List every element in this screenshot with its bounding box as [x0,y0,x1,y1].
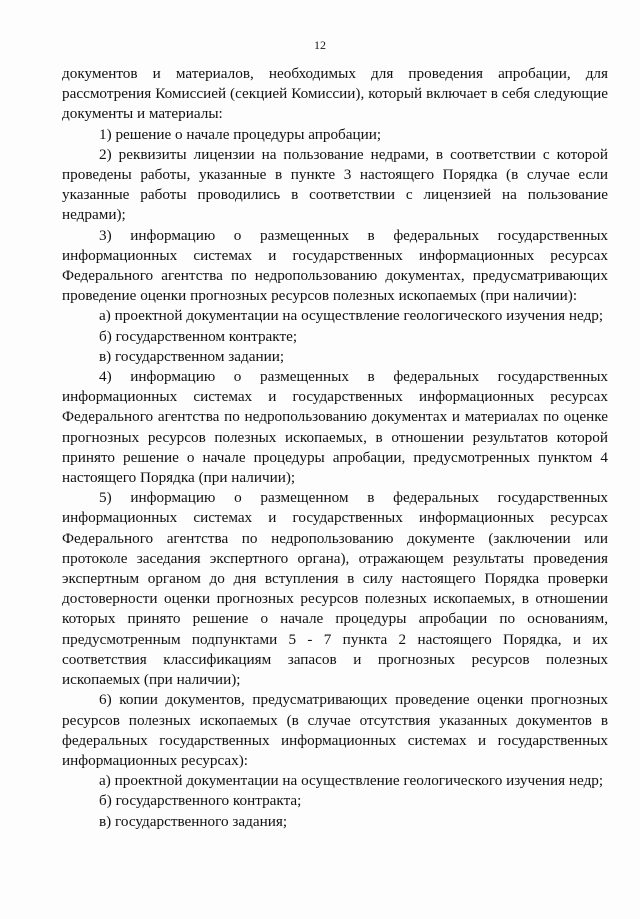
list-item: 2) реквизиты лицензии на пользование недрами, в соответствии с которой проведены работы, указанные в пункте 3 настоящего Порядка (в случае если указанные работы проводились в соответствии с лицензией на пользование недрами); [62,145,608,224]
list-item: 6) копии документов, предусматривающих проведение оценки прогнозных ресурсов полезных ископаемых (в случае отсутствия указанных документов в федеральных государственных информационных системах и государственных информационных ресурсах): [62,691,608,769]
sub-list-item: б) государственном контракте; [99,327,298,345]
list-item: 3) информацию о размещенных в федеральных государственных информационных системах и государственных информационных ресурсах Федерального агентства по недропользованию документах, предусматривающих проведение оценки прогнозных ресурсов полезных ископаемых (при наличии): [62,226,608,305]
page-number: 12 [314,38,326,52]
sub-list-item: а) проектной документации на осуществление геологического изучения недр; [99,772,604,790]
list-item: 1) решение о начале процедуры апробации; [99,125,382,143]
list-item: 4) информацию о размещенных в федеральных государственных информационных системах и государственных информационных ресурсах Федерального агентства по недропользованию документах и материалах по оценке прогнозных ресурсов полезных ископаемых, в отношении результатов которой принято решение о начале процедуры апробации, предусмотренных пунктом 4 настоящего Порядка (при наличии); [62,368,608,487]
list-item: 5) информацию о размещенном в федеральных государственных информационных системах и государственных информационных ресурсах Федерального агентства по недропользованию документе (заключении или протоколе заседания экспертного органа), отражающем результаты проведения экспертным органом до дня вступления в силу настоящего Порядка проверки достоверности оценки прогнозных ресурсов полезных ископаемых, в отношении которых принято решение о начале процедуры апробации по основаниям, предусмотренным подпунктами 5 - 7 пункта 2 настоящего Порядка, и их соответствия классификациям запасов и прогнозных ресурсов полезных ископаемых (при наличии); [62,489,608,689]
document-body [62,64,608,832]
sub-list-item: в) государственном задании; [99,347,285,365]
sub-list-item: а) проектной документации на осуществление геологического изучения недр; [99,307,604,325]
sub-list-item: в) государственного задания; [99,812,288,830]
sub-list-item: б) государственного контракта; [99,792,302,810]
paragraph: документов и материалов, необходимых для проведения апробации, для рассмотрения Комиссией (секцией Комиссии), который включает в себя следующие документы и материалы: [62,65,608,123]
